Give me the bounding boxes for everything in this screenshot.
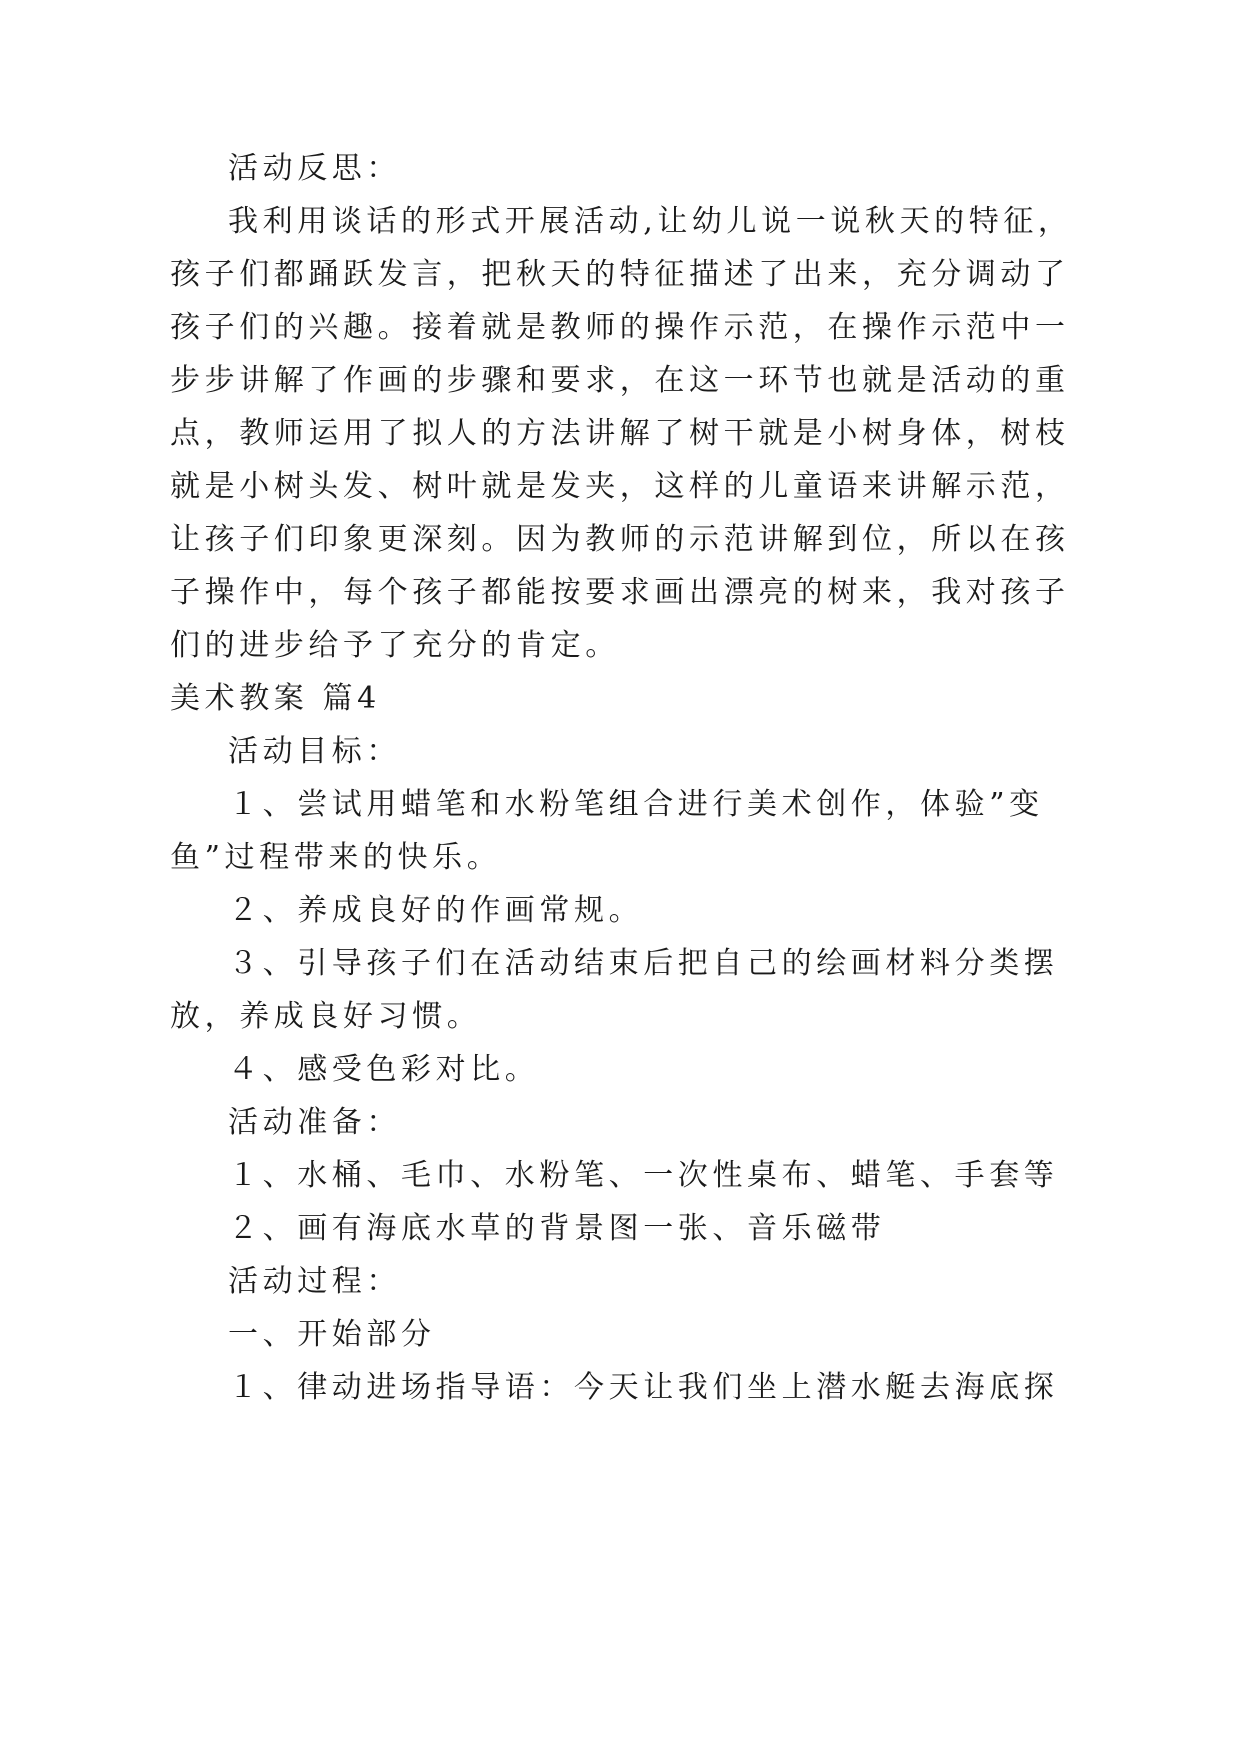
list-item-continuation: 鱼”过程带来的快乐。	[170, 840, 502, 875]
paragraph-line: 孩子们的兴趣。接着就是教师的操作示范，在操作示范中一	[170, 310, 1070, 345]
list-item: ３、引导孩子们在活动结束后把自己的绘画材料分类摆	[228, 946, 1059, 981]
list-item: １、律动进场指导语：今天让我们坐上潜水艇去海底探	[228, 1370, 1059, 1405]
paragraph-line: 我利用谈话的形式开展活动,让幼儿说一说秋天的特征，	[228, 204, 1073, 239]
list-item: ２、养成良好的作画常规。	[228, 893, 644, 928]
paragraph-line: 让孩子们印象更深刻。因为教师的示范讲解到位，所以在孩	[170, 522, 1070, 557]
paragraph-line: 点，教师运用了拟人的方法讲解了树干就是小树身体，树枝	[170, 416, 1070, 451]
paragraph-line: 就是小树头发、树叶就是发夹，这样的儿童语来讲解示范，	[170, 469, 1070, 504]
heading-activity-goals: 活动目标：	[228, 734, 401, 769]
paragraph-line: 们的进步给予了充分的肯定。	[170, 628, 620, 663]
list-item: １、尝试用蜡笔和水粉笔组合进行美术创作，体验”变	[228, 787, 1044, 822]
list-item: １、水桶、毛巾、水粉笔、一次性桌布、蜡笔、手套等	[228, 1158, 1059, 1193]
heading-activity-reflection: 活动反思：	[228, 151, 401, 186]
paragraph-line: 子操作中，每个孩子都能按要求画出漂亮的树来，我对孩子	[170, 575, 1070, 610]
list-item: ４、感受色彩对比。	[228, 1052, 540, 1087]
paragraph-line: 步步讲解了作画的步骤和要求，在这一环节也就是活动的重	[170, 363, 1070, 398]
list-item-continuation: 放，养成良好习惯。	[170, 999, 482, 1034]
list-item: ２、画有海底水草的背景图一张、音乐磁带	[228, 1211, 886, 1246]
subheading-start-part: 一、开始部分	[228, 1317, 436, 1352]
heading-activity-process: 活动过程：	[228, 1264, 401, 1299]
paragraph-line: 孩子们都踊跃发言，把秋天的特征描述了出来，充分调动了	[170, 257, 1070, 292]
heading-activity-preparation: 活动准备：	[228, 1105, 401, 1140]
section-title: 美术教案 篇4	[170, 681, 381, 716]
